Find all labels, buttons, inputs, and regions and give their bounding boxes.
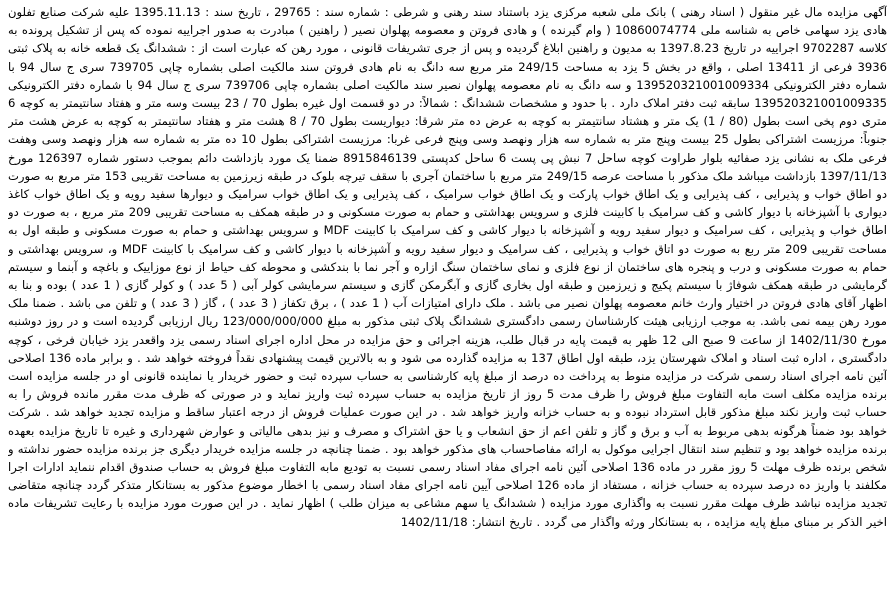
publish-date: تاریخ انتشار: 1402/11/18 [400, 514, 533, 529]
notice-body: آگهی مزایده مال غیر منقول ( اسناد رهنی ) بانک ملی شعبه مرکزی یزد باستناد سند رهنی و شرطی : شماره سند : 29765 ، تاریخ سند : 1395.11.13 علیه شرکت صنایع تفلون هادی یزد سهامی خاص به شناسه ملی 10860074774 ( وام گیرنده ) و هادی فروتن و معصومه پهلوان نصیر ( راهنین ) مبادرت به صدور اجراییه نموده که پس از تشکیل پرونده به کلاسه 9702287 اجراییه در تاریخ 1397.8.23 به مدیون و راهنین ابلاغ گردیده و پس از جری تشریفات قانونی ، مورد رهن که عبارت است از : ششدانگ یک قطعه خانه به پلاک ثبتی 3936 فرعی از 13411 اصلی ، واقع در بخش 5 یزد به مساحت 249/15 متر مربع سه دانگ به نام هادی فروتن سند مالکیت اصلی بشماره چاپی 739705 سری ج سال 94 با شماره دفتر الکترونیکی 139520321001009334 و سه دانگ به نام معصومه پهلوان نصیر سند مالکیت اصلی بشماره چاپی 739706 سری ج سال 94 با شماره دفتر الکترونیکی 139520321001009335 سابقه ثبت دفتر املاک دارد . با حدود و مشخصات ششدانگ : شمالاً: در دو قسمت اول غیره بطول 70 / 23 بیست وسه متر و هفتاد سانتیمتر به کوچه 6 متری دوم پخی است بطول (80 / 1) یک متر و هشتاد سانتیمتر به کوچه به عرض ده متر شرقا: دیواریست بطول 70 / 8 هشت متر و هفتاد سانتیمتر به کوچه به عرض هشت متر جنوباً: مرزیست اشتراکی بطول 25 بیست وپنج متر به شماره سه هزار ونهصد وسی وپنج فرعی غربا: مرزیست اشتراکی بطول 10 ده متر به شماره سه هزار ونهصد وسی وهفت فرعی ملک به نشانی یزد صفائیه بلوار طراوت کوچه ساحل 7 نبش پی پست 6 ساحل کدپستی 8915846139 ضمنا یک مورد بازداشت دائم بموجب دستور شماره 126397 مورخ 1397/11/13 بازداشت میباشد ملک مذکور با مساحت عرصه 249/15 متر مربع با ساختمان آجری با سقف تیرچه بلوک در طبقه زیرزمین به مساحت تقریبی 153 متر مربع به صورت دو اطاق خواب و پذیرایی ، کف پذیرایی و یک اطاق خواب پارکت و یک اطاق خواب سرامیک ، کف پذیرایی و یک اطاق خواب سرامیک و دیوارها سفید رویه و یک اطاق خواب کاغذ دیواری با آشپزخانه با دیوار کاشی و کف سرامیک با کابینت فلزی و سرویس بهداشتی و حمام به صورت مسکونی و در طبقه همکف به مساحت تقریبی 209 متر مربع ، به صورت دو اطاق خواب و پذیرایی ، کف سرامیک و دیوار سفید رویه و آشپزخانه با دیوار کاشی و کف سرامیک با کابینت MDF و سرویس بهداشتی و حمام به صورت مسکونی و طبقه اول به مساحت تقریبی 209 متر ربع به صورت دو اتاق خواب و پذیرایی ، کف سرامیک و دیوار سفید رویه و آشپزخانه با دیوار کاشی و کف سرامیک با کابینت MDF و، سرویس بهداشتی و حمام به صورت مسکونی و درب و پنجره های ساختمان از نوع فلزی و نمای ساختمان سنگ ازاره و آجر نما با بندکشی و محوطه کف حیاط از نوع موزاییک و باغچه و آبنما و سیستم گرمایشی در طبقه همکف شوفاژ با سیستم پکیج و زیرزمین و طبقه اول بخاری گازی و آبگرمکن گازی و سیستم سرمایشی کولر آبی ( 5 عدد ) و کولر گازی ( 1 عدد ) بوده و بنا به اظهار آقای هادی فروتن در اختیار وارث خانم معصومه پهلوان نصیر می باشد . ملک دارای امتیازات آب ( 1 عدد ) ، برق تکفاز ( 3 عدد ) ، گاز ( 3 عدد ) و تلفن می باشد . ضمنا ملک مورد رهن بیمه نمی باشد. به موجب ارزیابی هیئت کارشناسان رسمی دادگستری ششدانگ پلاک ثبتی مذکور به مبلغ 123/000/000/000 ریال ارزیابی گردیده است و در روز دوشنبه مورخ 1402/11/30 از ساعت 9 صبح الی 12 ظهر به قیمت پایه در قبال طلب، هزینه اجرائی و حق مزایده در محل اداره اجرای اسناد رسمی یزد واقعدر یزد خیابان فرخی ، کوچه دادگستری ، اداره ثبت اسناد و املاک شهرستان یزد، طبقه اول اطاق 137 به مزایده گذارده می شود و به بالاترین قیمت پیشنهادی نقداً فروخته خواهد شد . و برابر ماده 136 اصلاحی آئین نامه اجرای اسناد رسمی شرکت در مزایده منوط به پرداخت ده درصد از مبلغ پایه کارشناسی به حساب سپرده ثبت و حضور خریدار یا نماینده قانونی او در جلسه مزایده است برنده مزایده مکلف است مابه التفاوت مبلغ فروش را ظرف مدت 5 روز از تاریخ مزایده به حساب سپرده ثبت واریز نماید و در صورتی که ظرف مدت مقرر مانده فروش را به حساب ثبت واریز نکند مبلغ مذکور قابل استرداد نبوده و به حساب خزانه واریز خواهد شد . در این صورت عملیات فروش از درجه اعتبار ساقط و مزایده تجدید خواهد شد . شرکت خواهد بود ضمناً هرگونه بدهی مربوط به آب و برق و گاز و تلفن اعم از حق انشعاب و یا حق اشتراک و مصرف و نیز بدهی مالیاتی و عوارض شهرداری و غیره تا تاریخ مزایده بعهده برنده مزایده خواهد بود و تنظیم سند انتقال اجرایی موکول به ارائه مفاصاحساب های مذکور خواهد بود . ضمنا چنانچه در جلسه مزایده خریدار دیگری جز برنده مزایده حضور نداشته و شخص برنده ظرف مهلت 5 روز مقرر در ماده 136 اصلاحی آئین نامه اجرای مفاد اسناد رسمی نسبت به تودیع مابه التفاوت مبلغ فروش به حساب صندوق اقدام ننماید ادارات اجرا مکلفند با واریز ده درصد سپرده به حساب خزانه ، مستفاد از ماده 126 اصلاحی آیین نامه اجرای مفاد اسناد رسمی با اخطار موضوع مذکور به بستانکار متذکر گردد چنانچه متقاضی تجدید مزایده نباشد ظرف مهلت مقرر نسبت به واگذاری مورد مزایده ( ششدانگ یا سهم مشاعی به میزان طلب ) اظهار نماید . در این صورت مورد مزایده با رعایت تشریفات ماده اخیر الذکر بر مبنای مبلغ پایه مزایده ، به بستانکار ورثه واگذار می گردد . [8, 5, 887, 529]
auction-notice [8, 3, 887, 588]
